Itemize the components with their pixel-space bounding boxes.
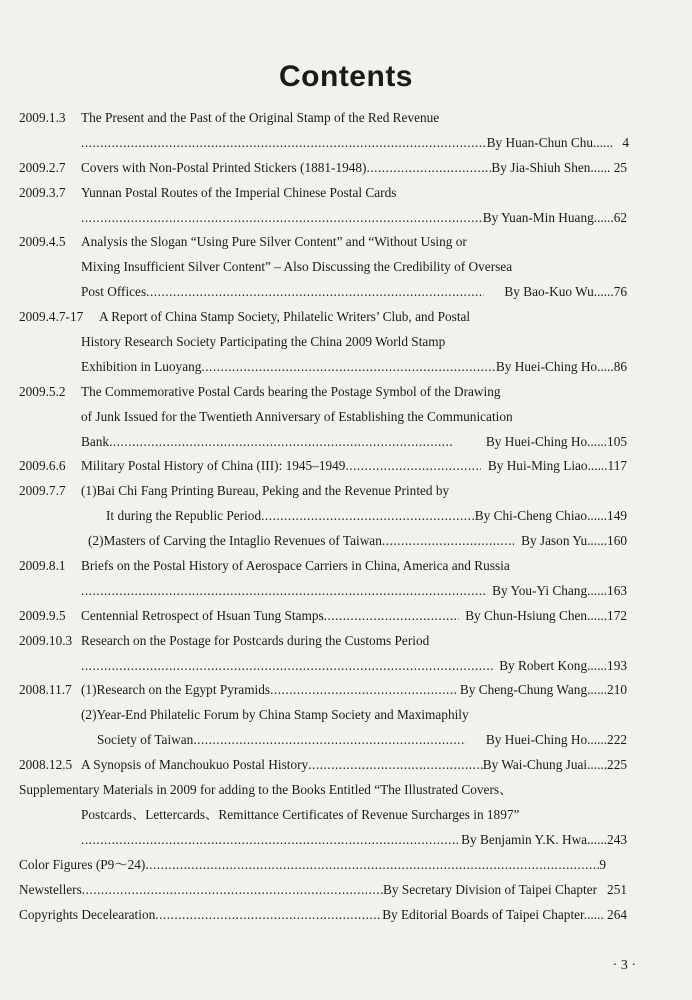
toc-title: Briefs on the Postal History of Aerospace Carriers in China, America and Russia [81, 558, 510, 574]
toc-entry: 2009.5.2 The Commemorative Postal Cards bearing the Postage Symbol of the Drawing of Junk Issued for the Twentieth Anniversary of Establishing the Communication Bank ..... By Huei-Ching Ho......105 [0, 380, 692, 455]
dot-leader [82, 878, 383, 903]
toc-page: 193 [607, 657, 627, 673]
toc-page: 264 [607, 906, 627, 922]
toc-page: 4 [622, 134, 629, 150]
toc-title: Copyrights Decelearation [19, 906, 156, 922]
toc-title-line: (2)Year-End Philatelic Forum by China Stamp Society and Maximaphily [81, 707, 469, 723]
page-number: · 3 · [612, 958, 636, 973]
toc-title: Research on the Postage for Postcards during the Customs Period [81, 632, 430, 648]
toc-date: 2009.7.7 [19, 483, 66, 499]
toc-page: 149 [607, 508, 627, 524]
toc-entry: 2009.2.7 Covers with Non-Postal Printed Stickers (1881-1948) ..... By Jia-Shiuh Shen...... 25 [0, 156, 692, 181]
toc-title-line: History Research Society Participating the China 2009 World Stamp [81, 334, 446, 350]
toc-title: A Synopsis of Manchoukuo Postal History [81, 757, 309, 773]
toc-page: 225 [607, 757, 627, 773]
toc-entry: 2009.4.5 Analysis the Slogan “Using Pure Silver Content” and “Without Using or Mixing Insufficient Silver Content” – Also Discussing the Credibility of Oversea Post Offices ..... By Bao-Kuo Wu......76 [0, 230, 692, 305]
toc-title-line: A Report of China Stamp Society, Philatelic Writers’ Club, and Postal [99, 309, 471, 325]
toc-date: 2009.6.6 [19, 458, 66, 474]
dot-leader [81, 828, 458, 853]
toc-author: By Editorial Boards of Taipei Chapter [382, 906, 584, 922]
toc-title-line: (1)Bai Chi Fang Printing Bureau, Peking and the Revenue Printed by [81, 483, 450, 499]
toc-page: 160 [607, 533, 627, 549]
dot-leader [367, 156, 492, 181]
toc-title-line: Mixing Insufficient Silver Content” – Also Discussing the Credibility of Oversea [81, 259, 513, 275]
toc-author: By Secretary Division of Taipei Chapter [382, 881, 598, 897]
toc-title-line: Supplementary Materials in 2009 for adding to the Books Entitled “The Illustrated Covers、 [19, 782, 513, 798]
dot-leader [145, 853, 599, 878]
toc-author: By Wai-Chung Juai [482, 757, 588, 773]
toc-entry: Copyrights Decelearation ..... By Editorial Boards of Taipei Chapter...... 264 [0, 903, 692, 928]
toc-page: 62 [613, 209, 627, 225]
toc-page: 117 [607, 458, 627, 474]
toc-author: By Jason Yu [521, 533, 588, 549]
toc-entry: 2008.11.7 (1)Research on the Egypt Pyramids ..... By Cheng-Chung Wang......210 [0, 678, 692, 703]
toc-page: 25 [613, 159, 627, 175]
toc-author: By Huei-Ching Ho [485, 433, 588, 449]
toc-entry: 2009.8.1 Briefs on the Postal History of Aerospace Carriers in China, America and Russia ..... By You-Yi Chang......163 [0, 554, 692, 604]
dot-leader [193, 728, 466, 753]
toc-entry: 2008.12.5 A Synopsis of Manchoukuo Postal History ..... By Wai-Chung Juai......225 [0, 753, 692, 778]
toc-author: By Huan-Chun Chu [486, 134, 594, 150]
toc-date: 2008.11.7 [19, 682, 72, 698]
toc-title: Newstellers [19, 881, 82, 897]
toc-author: By Yuan-Min Huang [482, 209, 594, 225]
toc-date: 2009.3.7 [19, 184, 66, 200]
dot-leader [81, 579, 485, 604]
toc-page: 243 [607, 831, 627, 847]
toc-title-line: It during the Republic Period [106, 508, 262, 524]
toc-title: Yunnan Postal Routes of the Imperial Chinese Postal Cards [81, 184, 397, 200]
toc-page: 251 [607, 881, 627, 897]
toc-date: 2008.12.5 [19, 757, 73, 773]
toc-date: 2009.2.7 [19, 159, 66, 175]
dot-leader [155, 903, 382, 928]
dot-leader [308, 753, 483, 778]
toc-title-line: of Junk Issued for the Twentieth Anniversary of Establishing the Communication [81, 408, 513, 424]
toc-page: 9 [599, 856, 606, 872]
toc-date: 2009.1.3 [19, 110, 66, 125]
toc-title: Military Postal History of China (III): 1945–1949 [81, 458, 346, 474]
toc-title: (2)Masters of Carving the Intaglio Revenues of Taiwan [88, 533, 382, 549]
toc-author: By Huei-Ching Ho [485, 732, 588, 748]
toc-page: 210 [607, 682, 627, 698]
toc-title-line: Analysis the Slogan “Using Pure Silver Content” and “Without Using or [81, 234, 467, 250]
toc-page: 105 [607, 433, 627, 449]
table-of-contents [0, 106, 692, 927]
toc-page: 163 [607, 582, 627, 598]
dot-leader [201, 355, 495, 380]
page-title: Contents [279, 60, 413, 93]
dot-leader [81, 206, 483, 231]
toc-title-line: Bank [81, 433, 110, 449]
toc-entry: 2009.10.3 Research on the Postage for Postcards during the Customs Period ..... By Robert Kong......193 [0, 629, 692, 679]
toc-entry: 2009.3.7 Yunnan Postal Routes of the Imperial Chinese Postal Cards ..... By Yuan-Min Huang......62 [0, 181, 692, 231]
toc-title-line: Postcards、Lettercards、Remittance Certificates of Revenue Surcharges in 1897” [81, 806, 520, 822]
toc-date: 2009.8.1 [19, 558, 66, 574]
dot-leader [81, 654, 493, 679]
dot-leader [146, 280, 484, 305]
toc-author: By Hui-Ming Liao [487, 458, 588, 474]
toc-date: 2009.4.5 [19, 234, 66, 250]
dot-leader [345, 454, 481, 479]
toc-date: 2009.9.5 [19, 607, 66, 623]
toc-title-line: The Commemorative Postal Cards bearing the Postage Symbol of the Drawing [81, 383, 501, 399]
dot-leader [270, 678, 456, 703]
toc-date: 2009.4.7-17 [19, 309, 84, 325]
dot-leader [261, 504, 475, 529]
toc-date: 2009.5.2 [19, 383, 66, 399]
toc-entry: 2009.1.3 The Present and the Past of the Original Stamp of the Red Revenue ..... By Huan-Chun Chu...... 4 [0, 106, 692, 156]
toc-title-line: Exhibition in Luoyang [81, 358, 202, 374]
toc-page: 172 [607, 607, 627, 623]
toc-title: (1)Research on the Egypt Pyramids [81, 682, 271, 698]
dot-leader [81, 131, 487, 156]
toc-title: Color Figures (P9～24) [19, 856, 146, 872]
toc-page: 222 [607, 732, 627, 748]
toc-title: The Present and the Past of the Original Stamp of the Red Revenue [81, 110, 440, 125]
toc-entry: 2009.7.7 (1)Bai Chi Fang Printing Bureau, Peking and the Revenue Printed by It during the Republic Period ..... By Chi-Cheng Chiao......149 [0, 479, 692, 529]
toc-page: 86 [613, 358, 627, 374]
toc-author: By Jia-Shiuh Shen [491, 159, 591, 175]
toc-title-line: Society of Taiwan [97, 732, 194, 748]
toc-entry: 2009.4.7-17 A Report of China Stamp Society, Philatelic Writers’ Club, and Postal History Research Society Participating the China 2009 World Stamp Exhibition in Luoyang ..... By Huei-Ching Ho.....86 [0, 305, 692, 380]
dot-leader [109, 430, 453, 455]
toc-author: By Robert Kong [499, 657, 588, 673]
toc-entry: 2009.6.6 Military Postal History of China (III): 1945–1949 ..... By Hui-Ming Liao......117 [0, 454, 692, 479]
toc-title-line: Post Offices [81, 284, 147, 300]
dot-leader [382, 529, 515, 554]
toc-author: By You-Yi Chang [492, 582, 588, 598]
toc-author: By Cheng-Chung Wang [459, 682, 588, 698]
toc-entry [0, 853, 692, 878]
toc-author: By Benjamin Y.K. Hwa [461, 831, 588, 847]
toc-entry: 2009.9.5 Centennial Retrospect of Hsuan Tung Stamps ..... By Chun-Hsiung Chen......172 [0, 604, 692, 629]
toc-author: By Huei-Ching Ho [495, 358, 598, 374]
toc-entry: Supplementary Materials in 2009 for adding to the Books Entitled “The Illustrated Covers、 Postcards、Lettercards、Remittance Certificates of Revenue Surcharges in 1897” ..... By Benjamin Y.K. Hwa......243 [0, 778, 692, 853]
toc-title: Centennial Retrospect of Hsuan Tung Stamps [81, 607, 324, 623]
toc-entry [0, 878, 692, 903]
toc-date: 2009.10.3 [19, 632, 73, 648]
toc-author: By Bao-Kuo Wu [504, 284, 594, 300]
toc-entry: (2)Masters of Carving the Intaglio Revenues of Taiwan ..... By Jason Yu......160 [0, 529, 692, 554]
toc-author: By Chi-Cheng Chiao [474, 508, 588, 524]
toc-title: Covers with Non-Postal Printed Stickers (1881-1948) [81, 159, 367, 175]
toc-page: 76 [613, 284, 627, 300]
dot-leader [324, 604, 459, 629]
toc-author: By Chun-Hsiung Chen [465, 607, 588, 623]
toc-entry: (2)Year-End Philatelic Forum by China Stamp Society and Maximaphily Society of Taiwan ..... By Huei-Ching Ho......222 [0, 703, 692, 753]
